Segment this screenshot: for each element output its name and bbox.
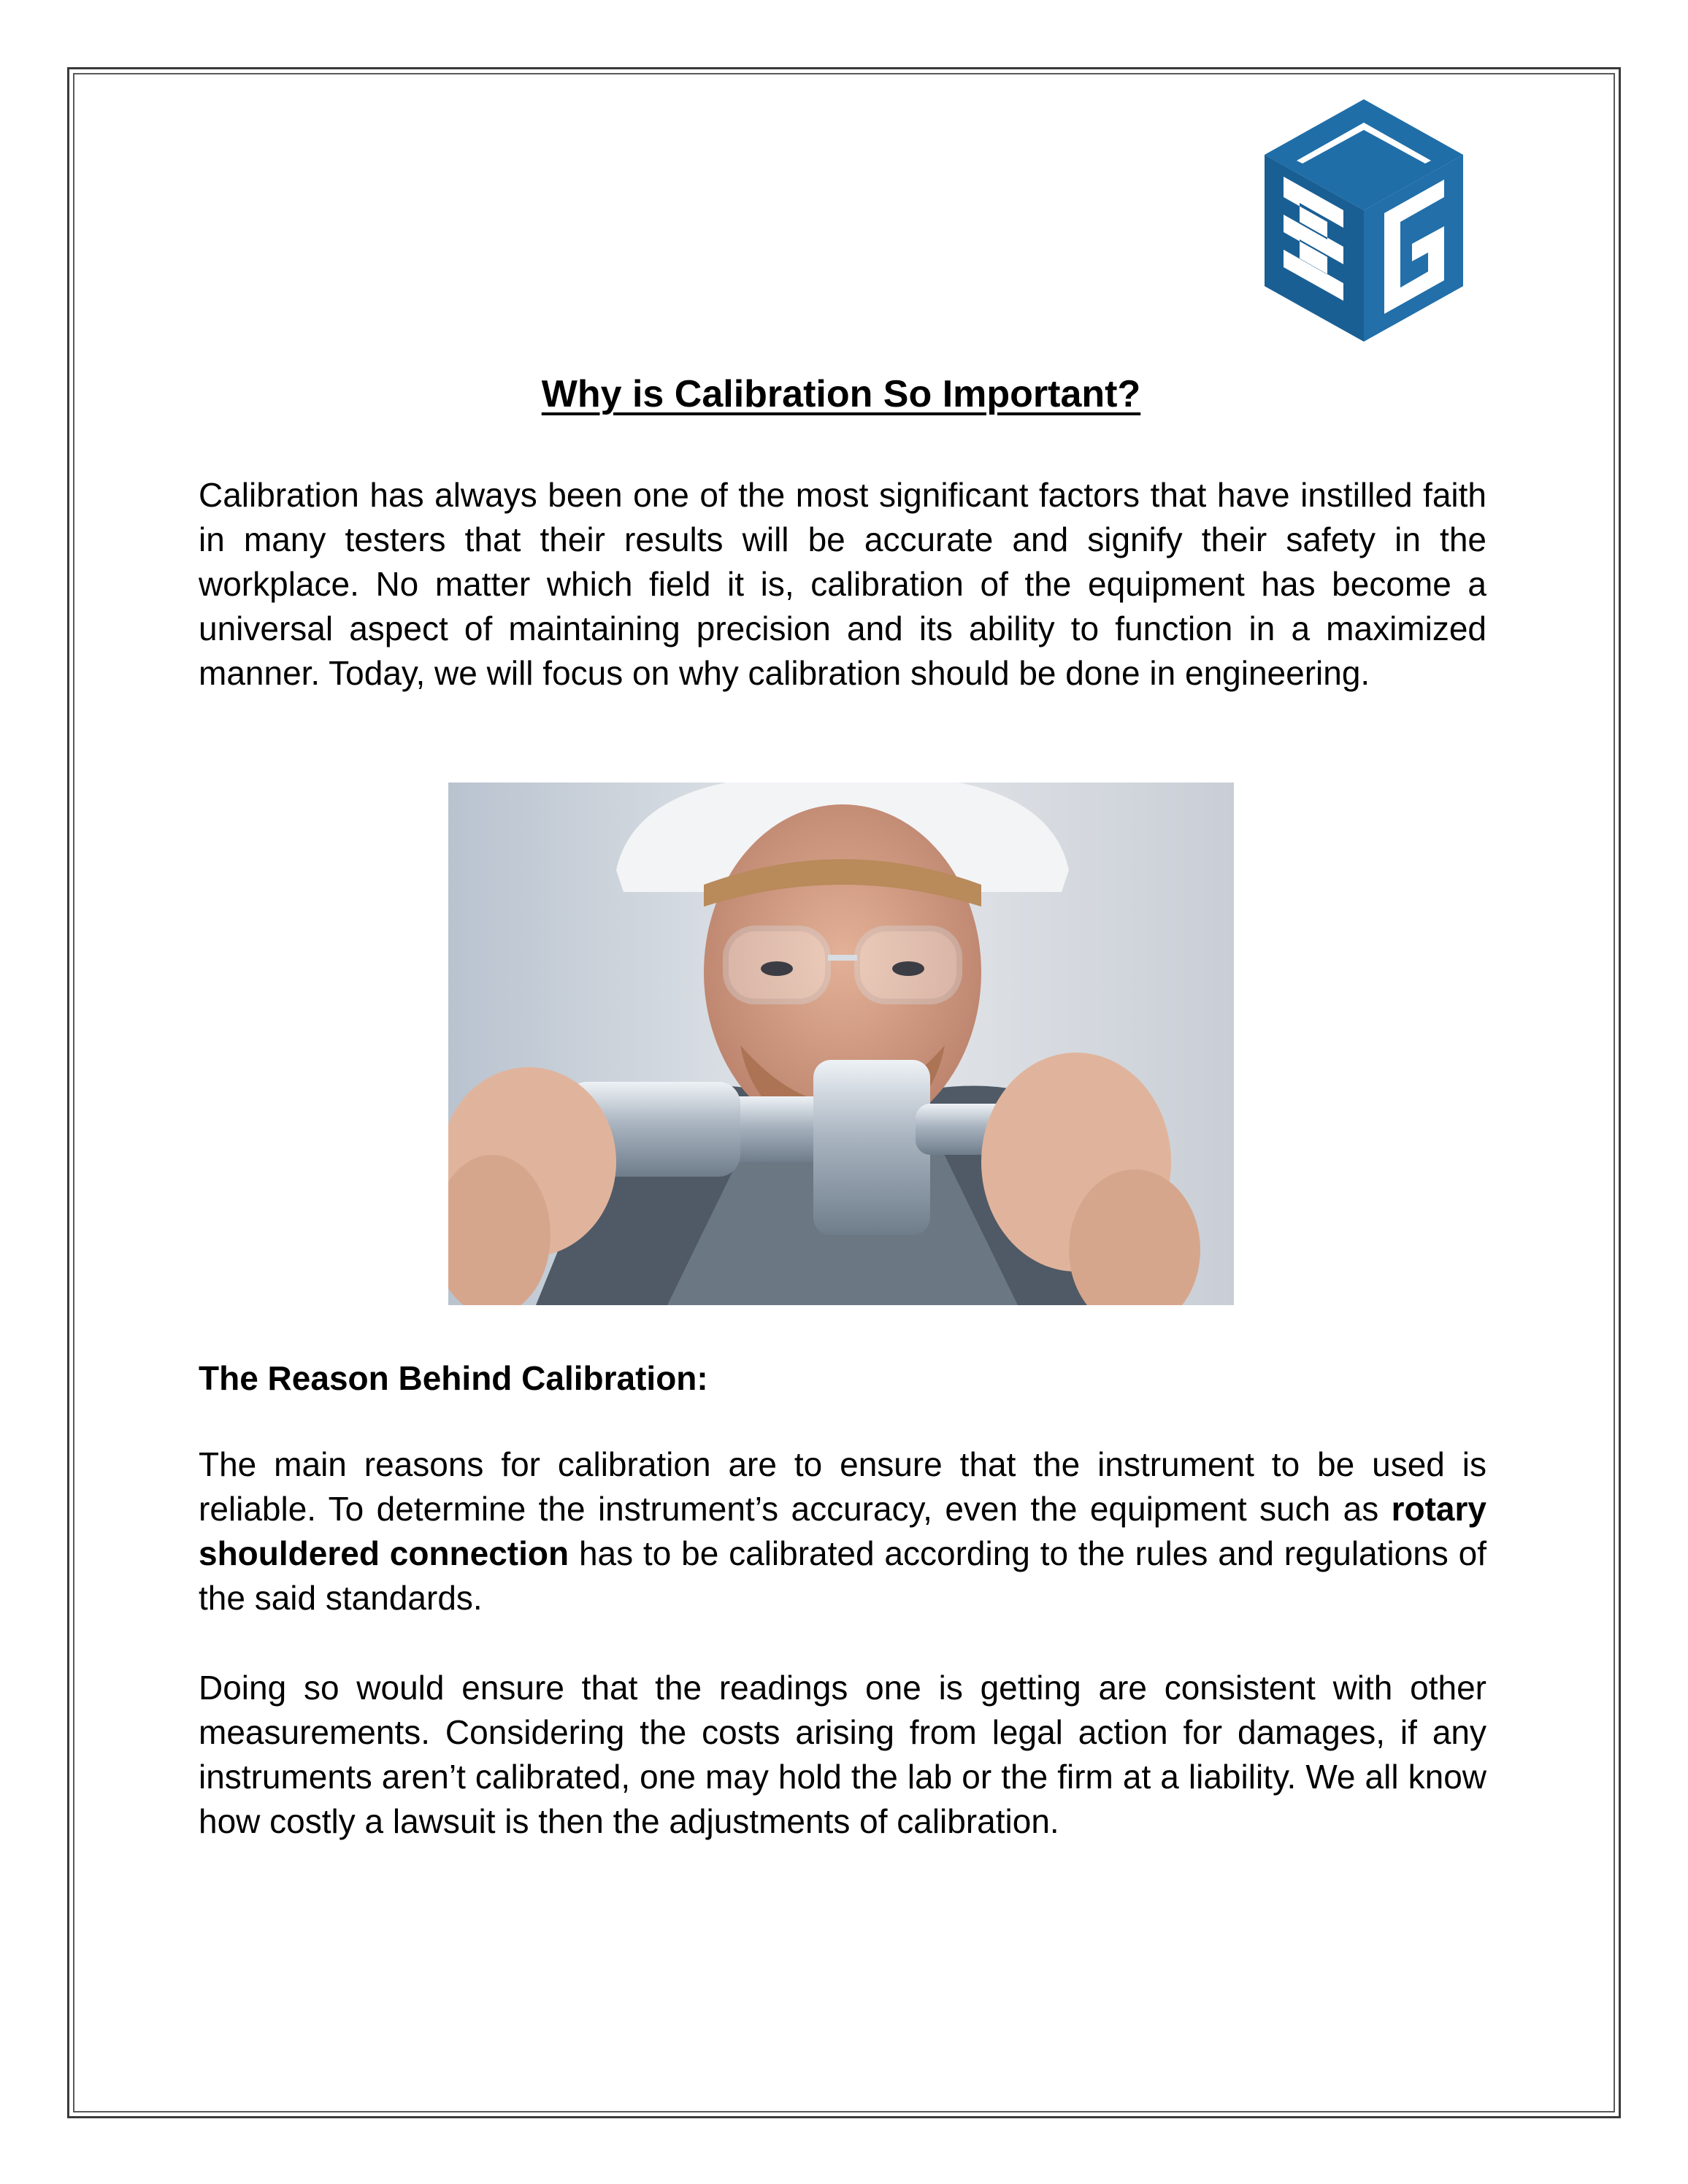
engineer-inspecting-part-photo-icon — [448, 783, 1234, 1305]
reasons-text-start: The main reasons for calibration are to ensure that the instrument to be used is reliable. To determine the instrument’s accuracy, even the equipment such as — [199, 1445, 1486, 1528]
company-logo — [1262, 96, 1466, 345]
rotary-shouldered-connection-text: rotary shouldered connection — [199, 1490, 1486, 1572]
consistency-paragraph: Doing so would ensure that the readings one is getting are consistent with other measurements. Considering the costs arising from legal action for damages, if any instruments aren’t calibrated, one may hold the lab or the firm at a liability. We all know how costly a lawsuit is then the adjustments of calibration. — [199, 1669, 1486, 1840]
page-title: Why is Calibration So Important? — [541, 373, 1141, 415]
3g-cube-logo-icon — [1262, 96, 1466, 345]
reasons-paragraph — [199, 1442, 1486, 1620]
reasons-text-end: has to be calibrated according to the rules and regulations of the said standards. — [199, 1534, 1487, 1617]
engineer-photo — [448, 783, 1234, 1305]
intro-paragraph: Calibration has always been one of the most significant factors that have instilled faith in many testers that their results will be accurate and signify their safety in the workplace. No matter which field it is, calibration of the equipment has become a universal aspect of maintaining precision and its ability to function in a maximized manner. Today, we will focus on why calibration should be done in engineering. — [199, 476, 1486, 692]
section-heading: The Reason Behind Calibration: — [199, 1359, 708, 1397]
